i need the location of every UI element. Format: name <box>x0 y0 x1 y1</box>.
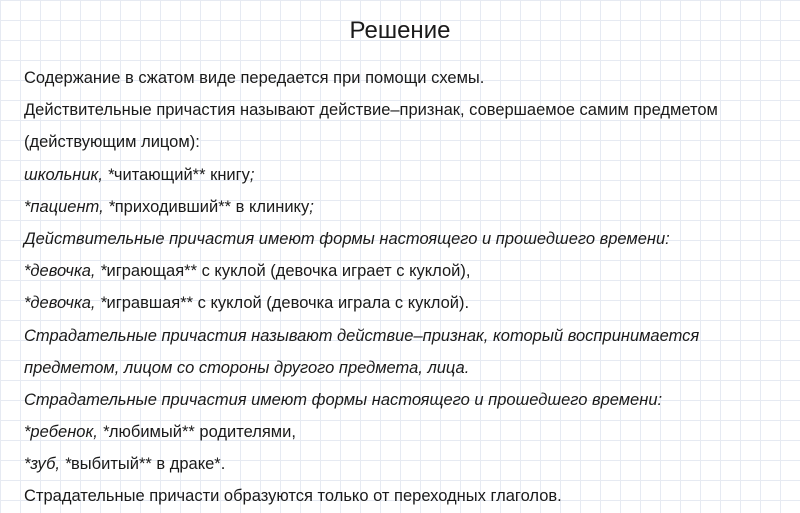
text-segment: *девочка, * <box>24 262 107 281</box>
text-segment: *пациент, * <box>24 197 115 216</box>
text-segment: Содержание в сжатом виде передается при помощи схемы. <box>24 69 485 87</box>
text-segment: любимый** родителями, <box>108 423 296 442</box>
text-line <box>24 62 794 94</box>
text-segment: играющая** с куклой (девочка играет с куклой), <box>106 262 471 281</box>
text-segment: *девочка, * <box>24 294 107 313</box>
text-segment: ; <box>309 197 314 216</box>
text-line <box>24 159 794 191</box>
text-segment: Страдательные причасти образуются только от переходных глаголов. <box>24 487 562 506</box>
text-line <box>24 255 794 287</box>
text-segment: предметом, лицом со стороны другого предмета, лица. <box>24 358 470 377</box>
solution-text <box>24 62 794 513</box>
page-title: Решение <box>349 17 451 44</box>
text-line <box>24 480 794 512</box>
text-segment: *зуб, * <box>24 455 72 474</box>
text-segment: Действительные причастия имеют формы настоящего и прошедшего времени: <box>24 229 670 248</box>
text-segment: ; <box>249 165 255 184</box>
text-line <box>24 191 794 223</box>
text-line <box>24 448 794 480</box>
text-line <box>24 287 794 319</box>
text-segment: выбитый** в драке*. <box>71 455 226 474</box>
text-segment: Действительные причастия называют действие–признак, совершаемое самим предметом <box>24 101 718 120</box>
text-line <box>24 126 794 158</box>
text-segment: игравшая** с куклой (девочка играла с куклой). <box>106 294 470 313</box>
text-segment: Страдательные причастия называют действие–признак, который воспринимается <box>24 326 700 345</box>
text-segment: *ребенок, * <box>24 423 109 442</box>
text-line <box>24 384 794 416</box>
text-line <box>24 223 794 255</box>
text-segment: (действующим лицом): <box>24 133 200 152</box>
text-segment: школьник, * <box>24 165 114 184</box>
text-line <box>24 416 794 448</box>
text-segment: Страдательные причастия имеют формы настоящего и прошедшего времени: <box>24 390 663 409</box>
text-segment: приходивший** в клинику <box>114 197 310 216</box>
text-segment: читающий** книгу <box>113 165 250 184</box>
text-line <box>24 320 794 352</box>
text-line <box>24 352 794 384</box>
text-line <box>24 94 794 126</box>
